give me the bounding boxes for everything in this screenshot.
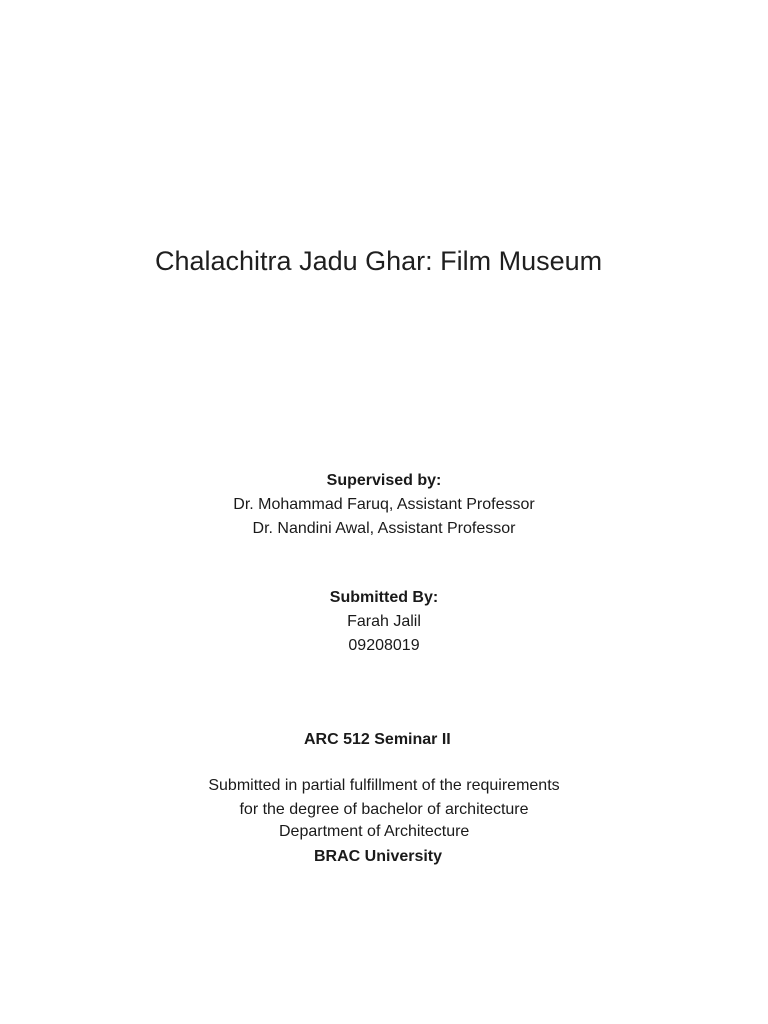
fulfillment-line-1: Submitted in partial fulfillment of the requirements xyxy=(208,777,560,794)
document-title: Chalachitra Jadu Ghar: Film Museum xyxy=(155,246,603,276)
supervisor-2: Dr. Nandini Awal, Assistant Professor xyxy=(252,520,516,537)
student-name: Farah Jalil xyxy=(347,613,421,630)
fulfillment-statement xyxy=(0,774,768,822)
submission-section xyxy=(0,586,768,658)
course-code: ARC 512 Seminar II xyxy=(304,731,451,748)
supervised-by-heading: Supervised by: xyxy=(326,472,442,489)
submitted-by-heading: Submitted By: xyxy=(329,589,439,606)
fulfillment-line-2: for the degree of bachelor of architecture xyxy=(239,801,529,818)
university-name: BRAC University xyxy=(314,848,443,865)
supervision-section xyxy=(0,469,768,541)
supervisor-1: Dr. Mohammad Faruq, Assistant Professor xyxy=(233,496,535,513)
student-id: 09208019 xyxy=(348,637,420,654)
department-name: Department of Architecture xyxy=(279,823,470,840)
